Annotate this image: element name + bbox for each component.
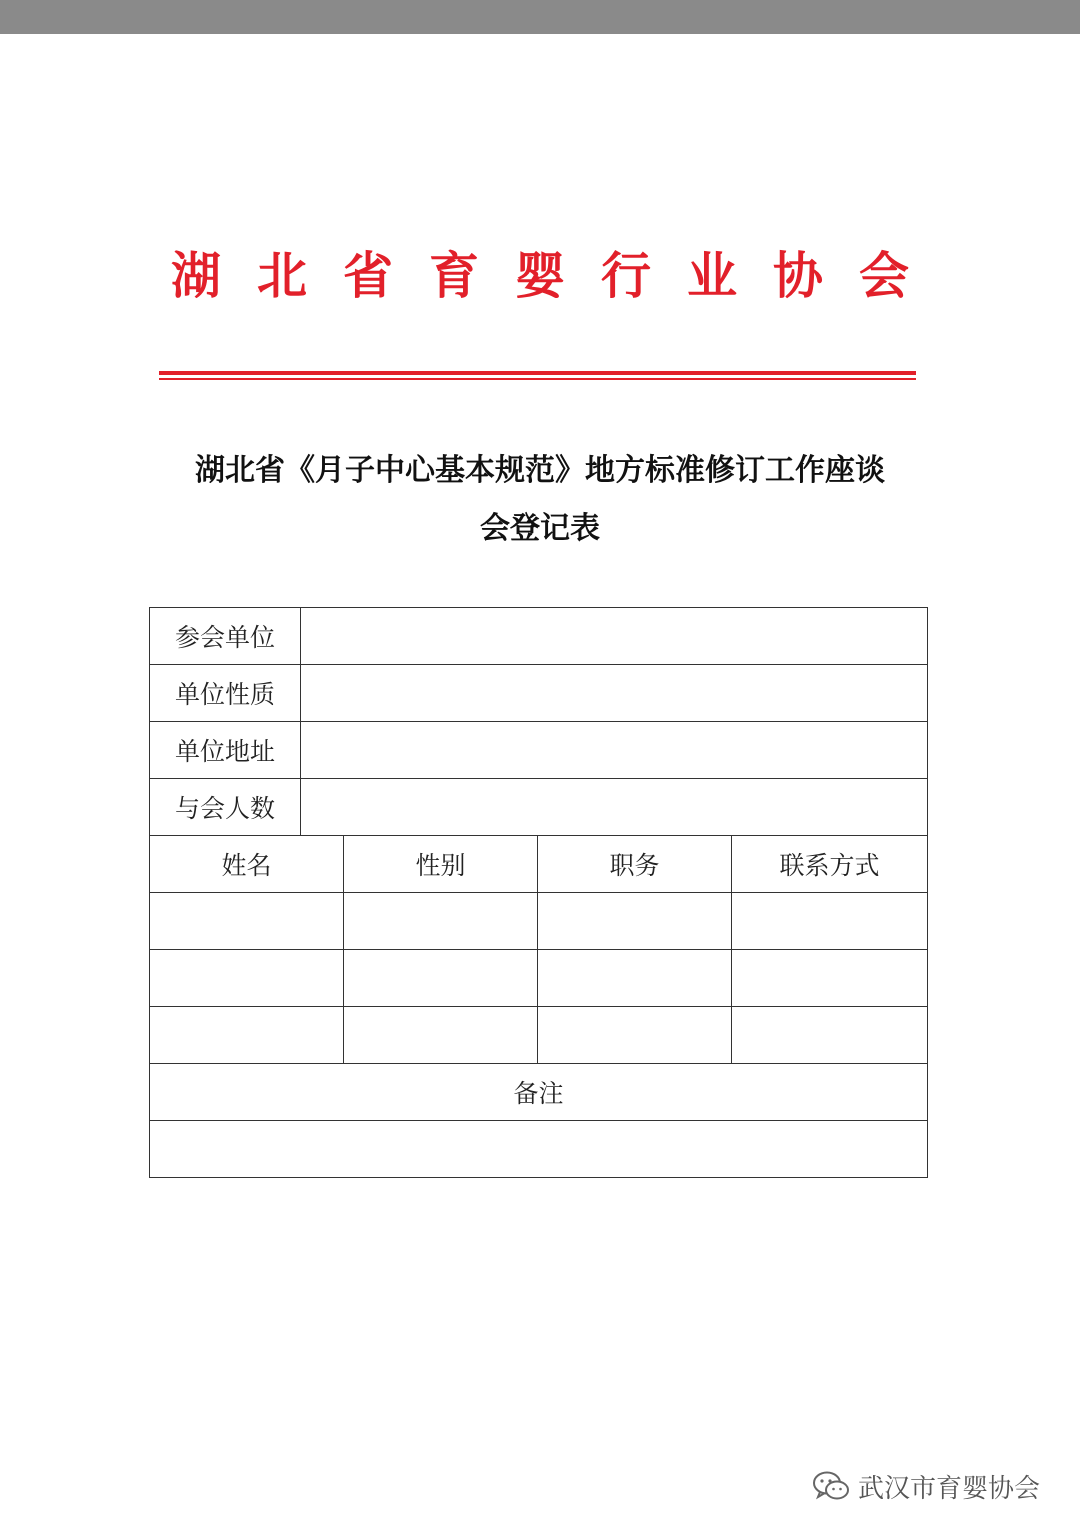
contact-cell[interactable] (732, 1007, 928, 1064)
remark-input[interactable] (150, 1121, 928, 1178)
field-label: 单位地址 (150, 722, 301, 779)
table-row (150, 950, 928, 1007)
field-label: 单位性质 (150, 665, 301, 722)
unit-input[interactable] (301, 608, 928, 665)
name-cell[interactable] (150, 1007, 344, 1064)
top-bar (0, 0, 1080, 34)
table-row (150, 893, 928, 950)
remark-body-row (150, 1121, 928, 1178)
wechat-icon (812, 1470, 850, 1502)
attendee-count-input[interactable] (301, 779, 928, 836)
document-title (150, 442, 930, 558)
field-label: 与会人数 (150, 779, 301, 836)
document-title-line2: 会登记表 (480, 511, 600, 546)
unit-nature-input[interactable] (301, 665, 928, 722)
column-header-name: 姓名 (150, 836, 344, 893)
contact-cell[interactable] (732, 950, 928, 1007)
document-page (0, 34, 1080, 1536)
gender-cell[interactable] (344, 950, 538, 1007)
form-row-attendees (150, 779, 928, 836)
name-cell[interactable] (150, 950, 344, 1007)
gender-cell[interactable] (344, 893, 538, 950)
form-row-address (150, 722, 928, 779)
position-cell[interactable] (538, 1007, 732, 1064)
column-header-gender: 性别 (344, 836, 538, 893)
header-rule-thick (159, 371, 916, 375)
remark-label: 备注 (150, 1064, 928, 1121)
remark-header-row (150, 1064, 928, 1121)
header-rule-thin (159, 378, 916, 380)
position-cell[interactable] (538, 893, 732, 950)
watermark-text: 武汉市育婴协会 (858, 1473, 1041, 1504)
registration-form (149, 607, 928, 1178)
unit-address-input[interactable] (301, 722, 928, 779)
name-cell[interactable] (150, 893, 344, 950)
form-row-nature (150, 665, 928, 722)
position-cell[interactable] (538, 950, 732, 1007)
gender-cell[interactable] (344, 1007, 538, 1064)
contact-cell[interactable] (732, 893, 928, 950)
field-label: 参会单位 (150, 608, 301, 665)
table-row (150, 1007, 928, 1064)
watermark (812, 1464, 1040, 1508)
document-title-line1: 湖北省《月子中心基本规范》地方标准修订工作座谈 (195, 453, 885, 488)
column-header-position: 职务 (538, 836, 732, 893)
table-header-row (150, 836, 928, 893)
form-row-unit (150, 608, 928, 665)
org-title: 湖北省育婴行业协会 (171, 246, 945, 305)
column-header-contact: 联系方式 (732, 836, 928, 893)
